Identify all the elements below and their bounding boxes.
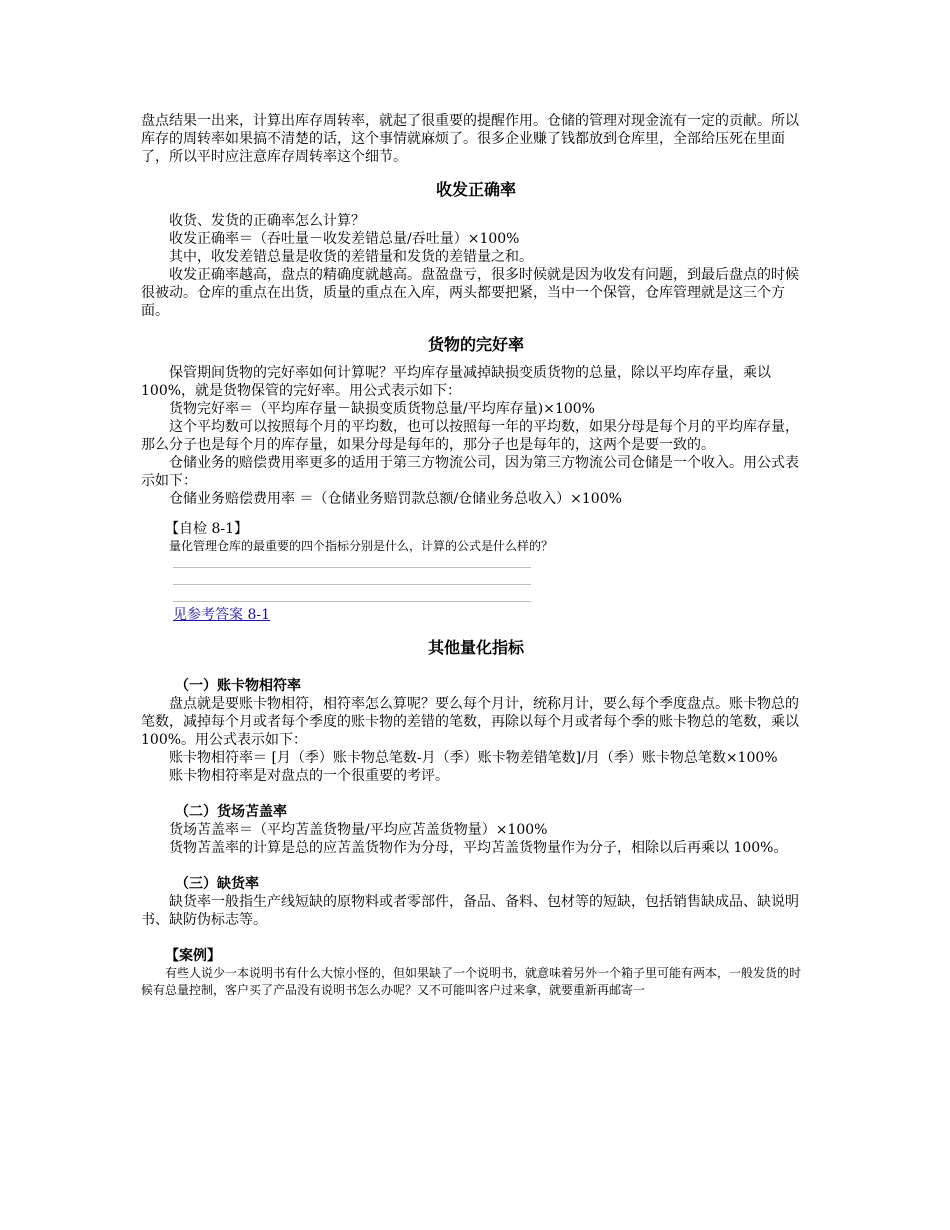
compensation-formula: 仓储业务赔偿费用率 ＝（仓储业务赔罚款总额/仓储业务总收入）×100% (169, 491, 622, 507)
intro-paragraph: 盘点结果一出来，计算出库存周转率，就起了很重要的提醒作用。仓储的管理对现金流有一定的贡献。所以库存的周转率如果搞不清楚的话，这个事情就麻烦了。很多企业赚了钱都放到仓库里，全部给压死在里面了，所以平时应注意库存周转率这个细节。 (141, 113, 799, 165)
answer-reference-link[interactable]: 见参考答案 8-1 (173, 607, 270, 623)
subheading-account-match: （一）账卡物相符率 (175, 678, 301, 694)
subheading-yard-cover: （二）货场苫盖率 (175, 804, 287, 820)
stockout-paragraph: 缺货率一般指生产线短缺的原物料或者零部件，备品、备料、包材等的短缺，包括销售缺成品、缺说明书、缺防伪标志等。 (141, 894, 799, 928)
accuracy-formula: 收发正确率＝（吞吐量－收发差错总量/吞吐量）×100% (169, 231, 520, 247)
yard-cover-formula: 货场苫盖率＝（平均苫盖货物量/平均应苫盖货物量）×100% (169, 822, 548, 838)
accuracy-note: 其中，收发差错总量是收货的差错量和发货的差错量之和。 (169, 249, 533, 265)
heading-accuracy: 收发正确率 (435, 180, 516, 199)
accuracy-paragraph: 收发正确率越高，盘点的精确度就越高。盘盈盘亏，很多时候就是因为收发有问题，到最后盘点的时候很被动。仓库的重点在出货，质量的重点在入库，两头都要把紧，当中一个保管，仓库管理就是这三个方面。 (141, 267, 799, 319)
document-page (141, 112, 811, 999)
case-label: 【案例】 (165, 948, 221, 964)
account-match-formula: 账卡物相符率＝ [月（季）账卡物总笔数-月（季）账卡物差错笔数]/月（季）账卡物总笔数×100% (169, 750, 778, 766)
self-check-label: 【自检 8-1】 (165, 521, 248, 537)
heading-intact-rate: 货物的完好率 (427, 335, 524, 354)
subheading-stockout: （三）缺货率 (175, 876, 259, 892)
accuracy-question: 收货、发货的正确率怎么计算？ (169, 213, 365, 229)
heading-other-indicators: 其他量化指标 (427, 638, 524, 657)
yard-cover-paragraph: 货物苫盖率的计算是总的应苫盖货物作为分母，平均苫盖货物量作为分子，相除以后再乘以 100%。 (169, 840, 788, 856)
self-check-question: 量化管理仓库的最重要的四个指标分别是什么，计算的公式是什么样的？ (169, 539, 554, 553)
case-paragraph: 有些人说少一本说明书有什么大惊小怪的，但如果缺了一个说明书，就意味着另外一个箱子里可能有两本，一般发货的时候有总量控制，客户买了产品没有说明书怎么办呢？又不可能叫客户过来拿，就要重新再邮寄一 (141, 966, 802, 997)
intact-paragraph-1: 保管期间货物的完好率如何计算呢？平均库存量减掉缺损变质货物的总量，除以平均库存量，乘以 100%，就是货物保管的完好率。用公式表示如下： (141, 365, 771, 399)
intact-formula: 货物完好率＝（平均库存量－缺损变质货物总量/平均库存量)×100% (169, 401, 595, 417)
answer-line[interactable] (173, 601, 531, 602)
intact-paragraph-2: 这个平均数可以按照每个月的平均数，也可以按照每一年的平均数，如果分母是每个月的平均库存量，那么分子也是每个月的库存量，如果分母是每年的，那分子也是每年的，这两个是要一致的。 (141, 419, 799, 453)
intact-paragraph-3: 仓储业务的赔偿费用率更多的适用于第三方物流公司，因为第三方物流公司仓储是一个收入。用公式表示如下： (141, 455, 799, 489)
account-match-note: 账卡物相符率是对盘点的一个很重要的考评。 (169, 768, 449, 784)
account-match-paragraph: 盘点就是要账卡物相符，相符率怎么算呢？要么每个月计，统称月计，要么每个季度盘点。账卡物总的笔数，减掉每个月或者每个季度的账卡物的差错的笔数，再除以每个月或者每个季的账卡物总的笔数，乘以 100%。用公式表示如下： (141, 696, 799, 748)
